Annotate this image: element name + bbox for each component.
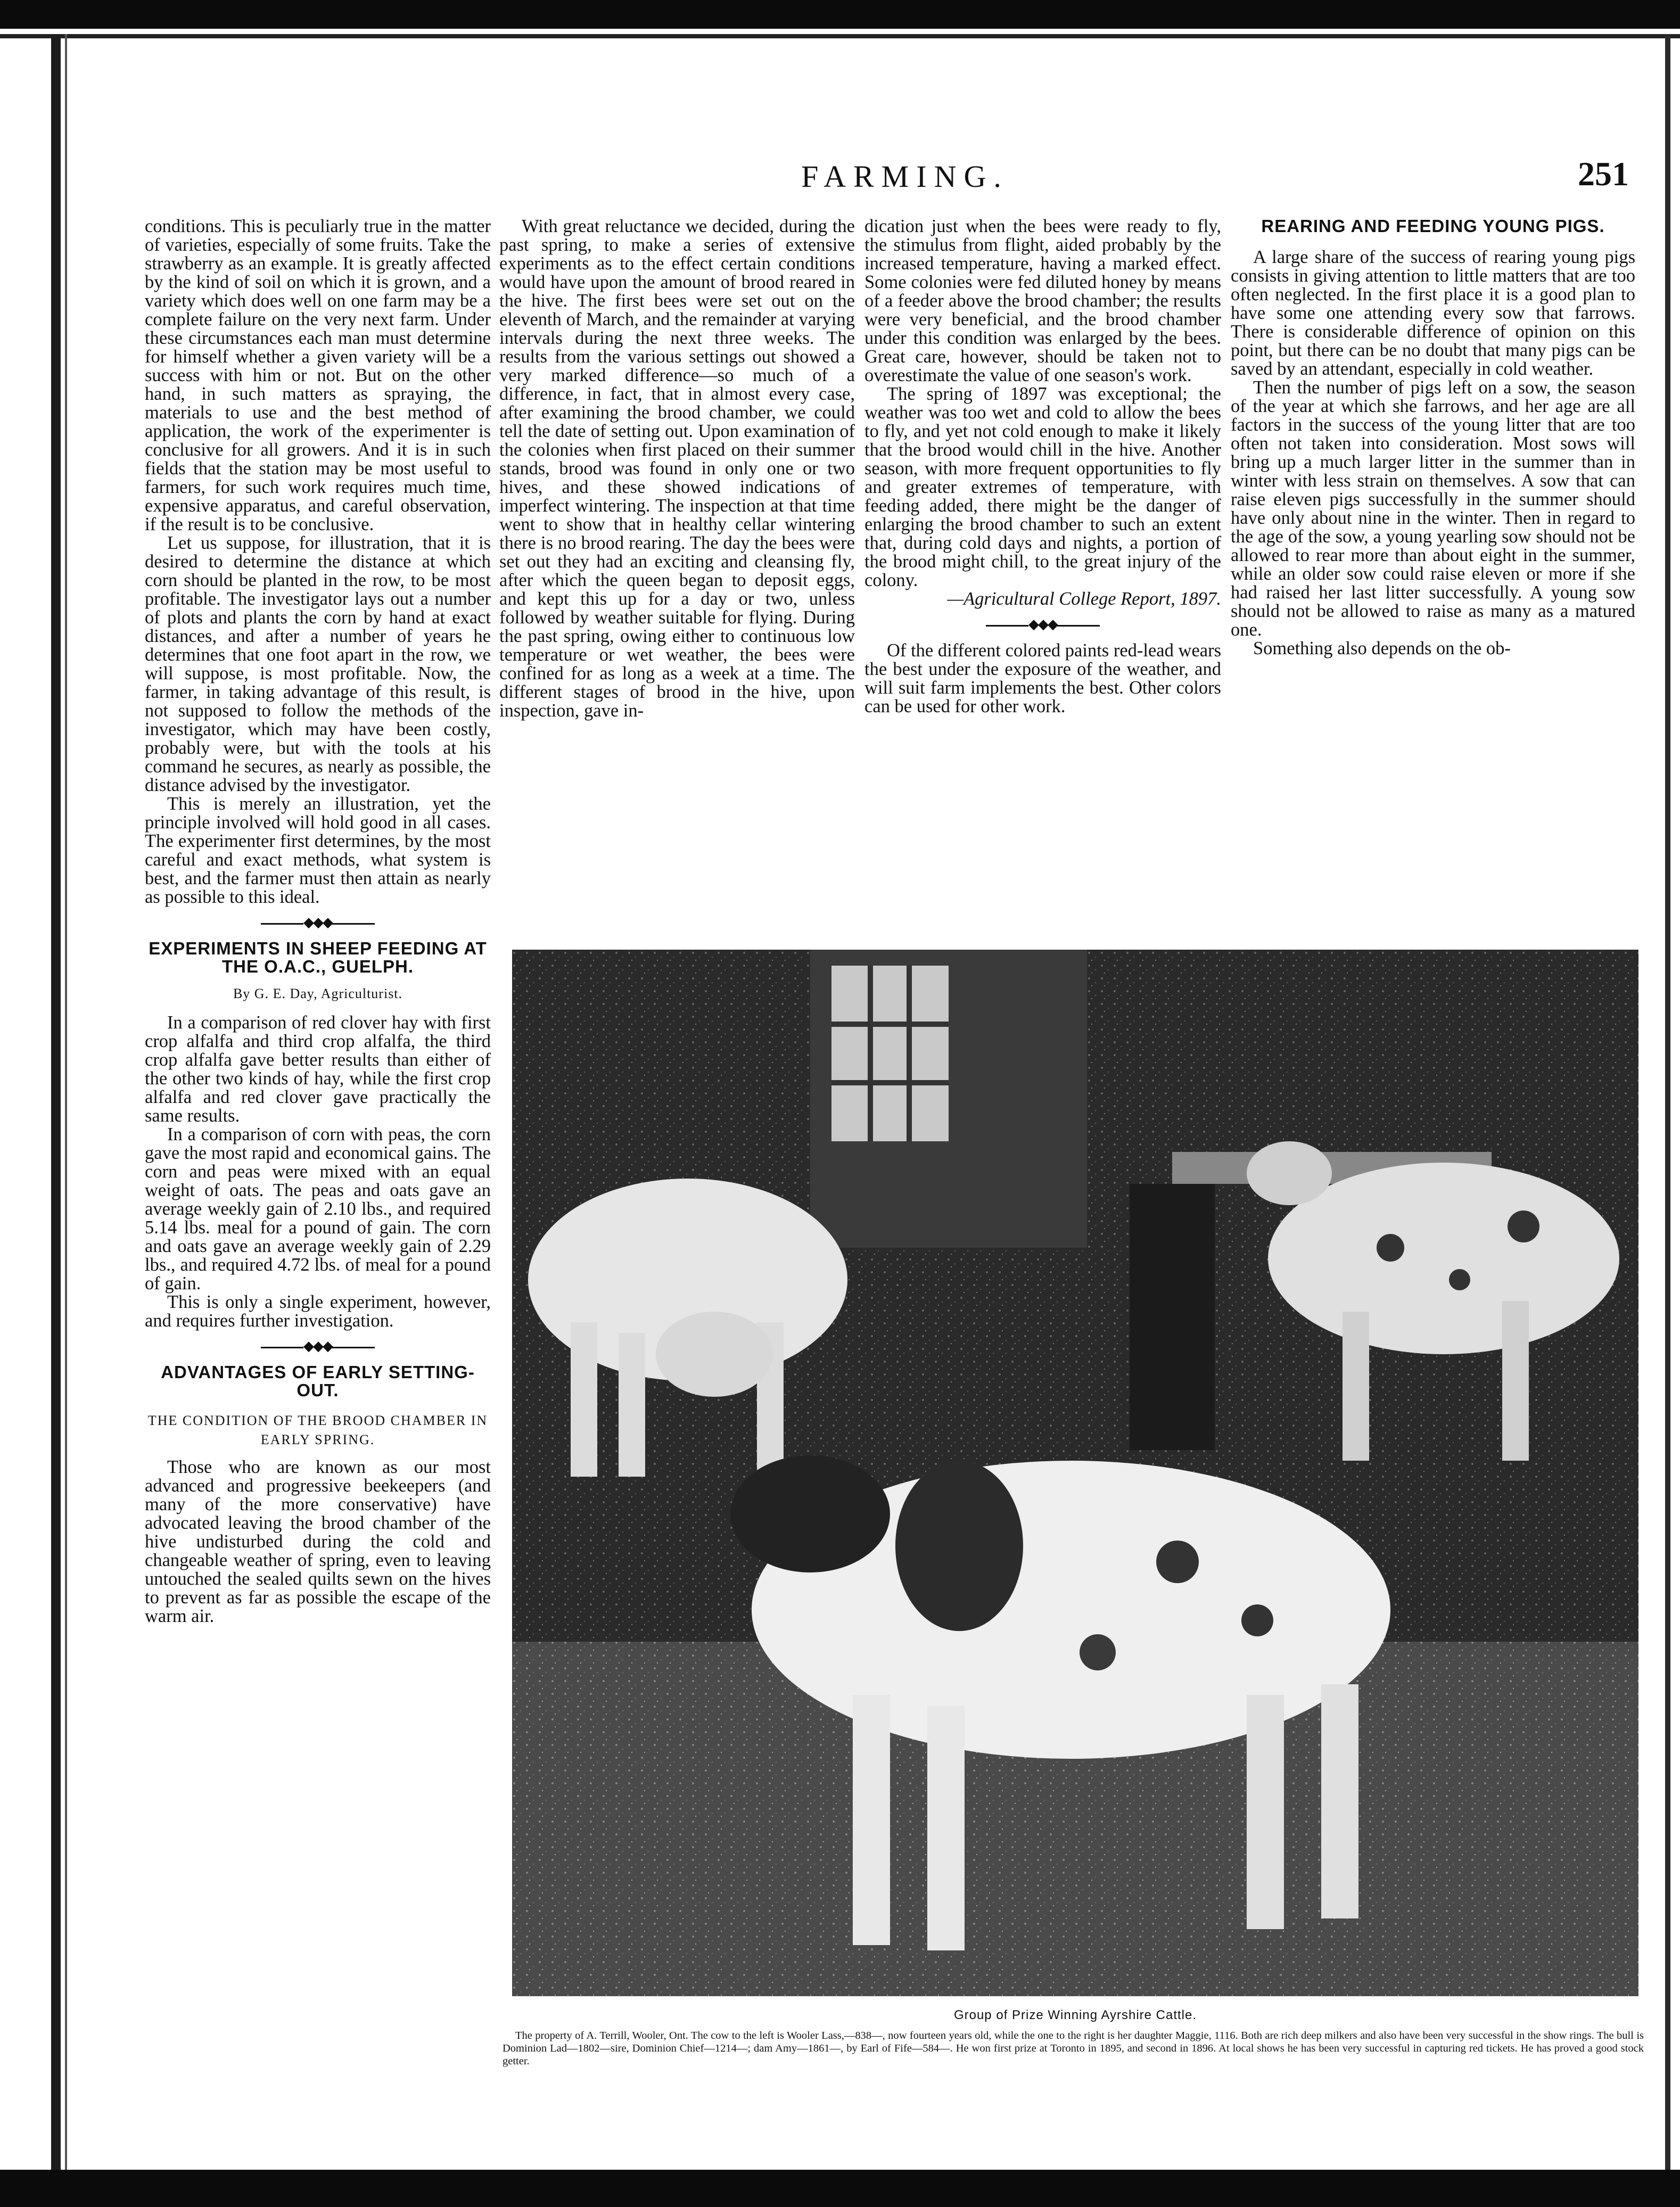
paragraph: Those who are known as our most advanced and progressive beekeepers (and many of the more conservative) have advocated leaving the brood chamber of the hive undisturbed during the cold and changeable weather of spring, even to leaving untouched the sealed quilts sewn on the hives to prevent as far as possible the escape of the warm air. [145, 1457, 491, 1626]
page-binding-edge [51, 34, 61, 2170]
page-right-edge [1665, 34, 1670, 2170]
paragraph: In a comparison of red clover hay with first crop alfalfa and third crop alfalfa, the third crop alfalfa gave better results than either of the other two kinds of hay, while the first crop alfalfa and red clover gave practically the same results. [145, 1012, 491, 1126]
running-head: FARMING. [801, 159, 1009, 194]
cattle-photograph [512, 950, 1638, 1996]
section-heading-young-pigs: REARING AND FEEDING YOUNG PIGS. [1261, 216, 1605, 236]
page-top-border [0, 0, 1680, 29]
column-2 [499, 217, 855, 720]
paragraph: conditions. This is peculiarly true in the matter of varieties, especially of some fruits. Take the strawberry as an example. It is greatly affected by the kind of soil on which it is grown, and a variety which does well on one farm may be a complete failure on the very next farm. Under these circumstances each man must determine for himself whether a given variety will be a success with him or not. But on the other hand, in such matters as spraying, the materials to use and the best method of application, the work of the experimenter is conclusive for all growers. And it is in such fields that the station may be most useful to farmers, for such work requires much time, expensive apparatus, and careful observation, if the result is to be conclusive. [145, 216, 491, 534]
paragraph: dication just when the bees were ready to fly, the stimulus from flight, aided probably by the increased temperature, having a marked effect. Some colonies were fed diluted honey by means of a feeder above the brood chamber; the results were very beneficial, and the brood chamber under this condition was enlarged by the bees. Great care, however, should be taken not to overestimate the value of one season's work. [864, 216, 1221, 385]
paragraph: Then the number of pigs left on a sow, the season of the year at which she farrows, and her age are all factors in the success of the young litter that are too often not taken into consideration. Most sows will bring up a much larger litter in the summer than in winter with less strain on themselves. A sow that can raise eleven pigs successfully in the summer should have only about nine in the winter. Then in regard to the age of the sow, a young yearling sow should not be allowed to rear more than about eight in the summer, while an older sow could raise eleven or more if she had raised her last litter successfully. A young sow should not be allowed to raise as many as a matured one. [1231, 377, 1635, 640]
column-3 [864, 217, 1221, 716]
page-top-rule [0, 34, 1680, 38]
paragraph: Something also depends on the ob- [1253, 638, 1511, 658]
column-4 [1231, 217, 1635, 658]
paragraph: With great reluctance we decided, during the past spring, to make a series of extensive experiments as to the effect certain conditions would have upon the amount of brood reared in the hive. The first bees were set out on the eleventh of March, and the remainder at varying intervals during the next three weeks. The results from the various settings out showed a very marked difference—so much of a difference, in fact, that in almost every case, after examining the brood chamber, we could tell the date of setting out. Upon examination of the colonies when first placed on their summer stands, brood was found in only one or two hives, and these showed indications of imperfect wintering. The inspection at that time went to show that in healthy cellar wintering there is no brood rearing. The day the bees were set out they had an exciting and cleansing fly, after which the queen began to deposit eggs, and kept this up for a day or two, unless followed by weather suitable for flying. During the past spring, owing either to continuous low temperature or wet weather, the bees were confined for as long as a week at a time. The different stages of brood in the hive, upon inspection, gave in- [499, 216, 855, 721]
paragraph: The spring of 1897 was exceptional; the weather was too wet and cold to allow the bees to fly, and yet not cold enough to make it likely that the brood would chill in the hive. Another season, with more frequent opportunities to fly and greater extremes of temperature, with feeding added, there might be the danger of enlarging the brood chamber to such an extent that, during cold days and nights, a portion of the brood might chill, to the great injury of the colony. [864, 384, 1221, 590]
section-subheading: THE CONDITION OF THE BROOD CHAMBER IN EARLY SPRING. [147, 1413, 488, 1447]
section-divider: ◆◆◆ [145, 912, 491, 933]
paragraph: Of the different colored paints red-lead wears the best under the exposure of the weather, and will suit farm implements the best. Other colors can be used for other work. [864, 640, 1221, 717]
page-number: 251 [1578, 155, 1629, 193]
byline: By G. E. Day, Agriculturist. [233, 986, 403, 1001]
citation: —Agricultural College Report, 1897. [947, 589, 1221, 609]
page-bottom-border [0, 2170, 1680, 2207]
section-heading-early-setting-out: ADVANTAGES OF EARLY SETTING-OUT. [161, 1362, 475, 1400]
figure-caption-title: Group of Prize Winning Ayrshire Cattle. [953, 2008, 1197, 2022]
column-1 [145, 217, 491, 1626]
paragraph: In a comparison of corn with peas, the corn gave the most rapid and economical gains. The corn and peas were mixed with an equal weight of oats. The peas and oats gave an average weekly gain of 2.10 lbs., and required 5.14 lbs. meal for a pound of gain. The corn and oats gave an average weekly gain of 2.29 lbs., and required 4.72 lbs. of meal for a pound of gain. [145, 1124, 491, 1294]
paragraph: Let us suppose, for illustration, that it is desired to determine the distance at which corn should be planted in the row, to be most profitable. The investigator lays out a number of plots and plants the corn by hand at exact distances, and after a number of years he determines that one foot apart in the row, we will suppose, is most profitable. Now, the farmer, in taking advantage of this result, is not supposed to follow the methods of the investigator, which may have been costly, probably were, but with the tools at his command he secures, as nearly as possible, the distance advised by the investigator. [145, 533, 491, 795]
paragraph: A large share of the success of rearing young pigs consists in giving attention to little matters that are too often neglected. In the first place it is a good plan to have some one attending every sow that farrows. There is considerable difference of opinion on this point, but there can be no doubt that many pigs can be saved by an attendant, especially in cold weather. [1231, 247, 1635, 379]
figure-caption-text: The property of A. Terrill, Wooler, Ont. The cow to the left is Wooler Lass,—838—, now fourteen years old, while the one to the right is her daughter Maggie, 1116. Both are rich deep milkers and also have been very successful in the show rings. The bull is Dominion Lad—1802—sire, Dominion Chief—1214—; dam Amy—1861—, by Earl of Fife—584—. He won first prize at Toronto in 1895, and second in 1896. At local shows he has been very successful in capturing red tickets. He has proved a good stock getter. [503, 2030, 1644, 2067]
paragraph: This is only a single experiment, however, and requires further investigation. [145, 1292, 491, 1331]
paragraph: This is merely an illustration, yet the principle involved will hold good in all cases. The experimenter first determines, by the most careful and exact methods, what system is best, and the farmer must then attain as nearly as possible to this ideal. [145, 794, 491, 907]
section-heading-sheep-feeding: EXPERIMENTS IN SHEEP FEEDING AT THE O.A.C., GUELPH. [149, 938, 487, 976]
section-divider: ◆◆◆ [145, 1336, 491, 1357]
section-divider: ◆◆◆ [864, 614, 1221, 635]
